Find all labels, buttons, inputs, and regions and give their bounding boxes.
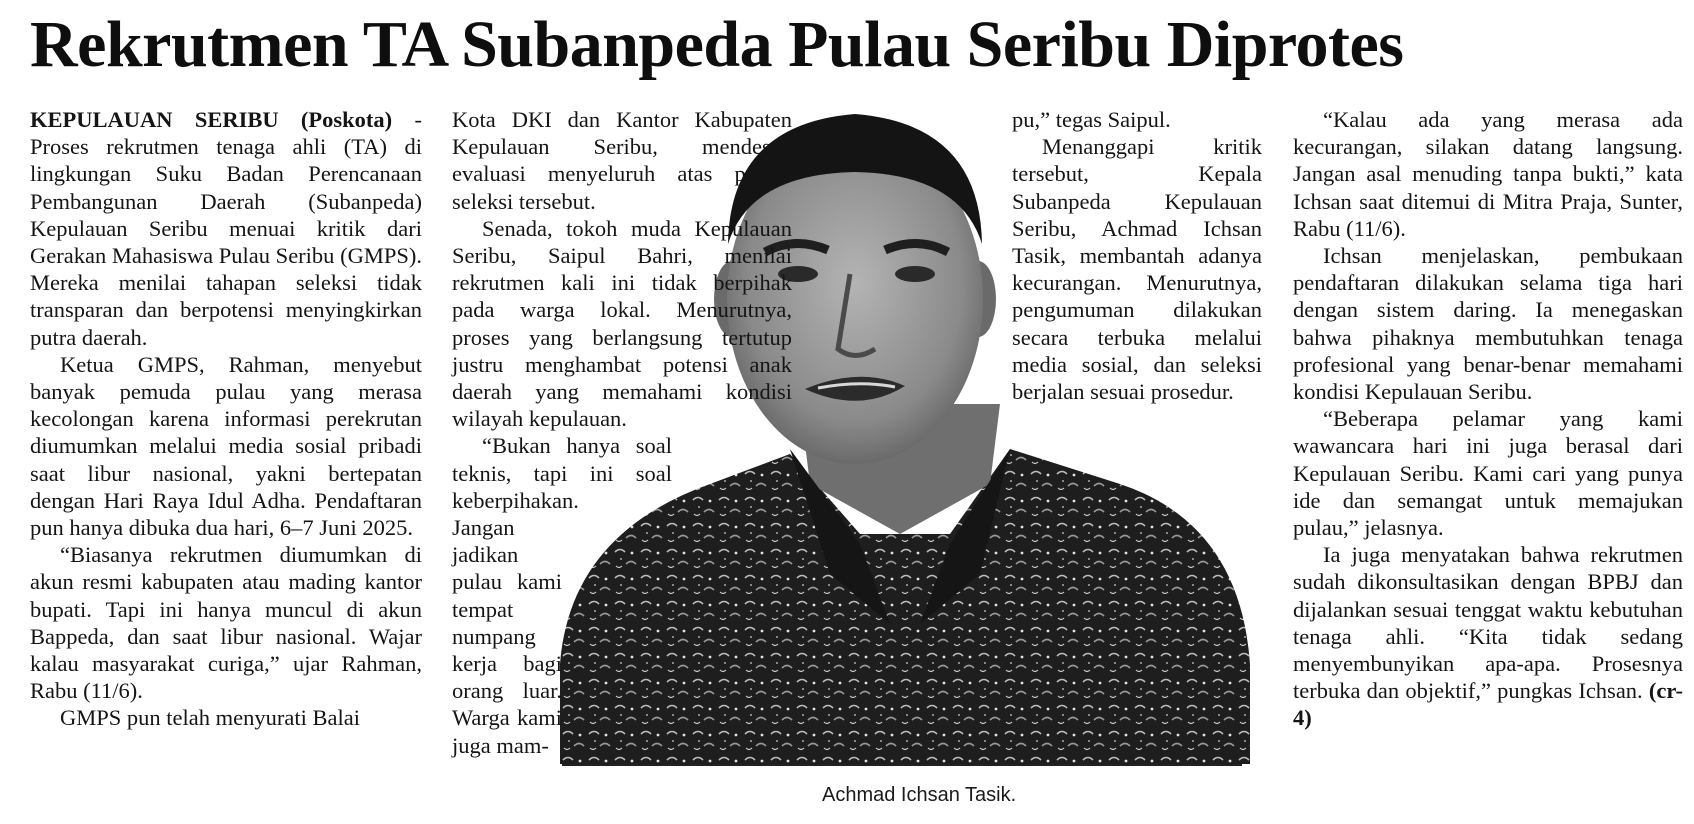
paragraph: Ketua GMPS, Rahman, menyebut banyak pemuda pulau yang merasa kecolongan karena informasi perekrutan diumumkan melalui media sosial pribadi saat libur nasional, yakni bertepatan dengan Hari Raya Idul Adha. Pendaftaran pun hanya dibuka dua hari, 6–7 Juni 2025. bbox=[30, 351, 422, 541]
paragraph: Senada, tokoh muda Kepulauan Seribu, Saipul Bahri, menilai rekrutmen kali ini tidak berpihak pada warga lokal. Menurutnya, proses yang berlangsung tertutup justru menghambat potensi anak daerah yang memahami kondisi wilayah kepulauan. bbox=[452, 215, 792, 432]
photo-caption: Achmad Ichsan Tasik. bbox=[822, 784, 1017, 806]
article-column-3 bbox=[1012, 106, 1262, 405]
paragraph: “Kalau ada yang merasa ada kecurangan, silakan datang langsung. Jangan asal menuding tanpa bukti,” kata Ichsan saat ditemui di Mitra Praja, Sunter, Rabu (11/6). bbox=[1293, 107, 1683, 241]
article-column-4 bbox=[1293, 106, 1683, 732]
paragraph: Kota DKI dan Kantor Kabupaten Kepulauan Seribu, mendesak evaluasi menyeluruh atas proses seleksi tersebut. bbox=[452, 107, 792, 214]
paragraph: GMPS pun telah menyurati Balai bbox=[60, 705, 360, 731]
author-credit: (cr-4) bbox=[1293, 678, 1683, 731]
article-column-1 bbox=[30, 106, 422, 732]
paragraph-lead bbox=[30, 106, 422, 351]
paragraph: Jangan jadikan pulau kami tempat numpang kerja bagi orang luar. Warga kami juga mam- bbox=[452, 515, 562, 758]
photo-rule bbox=[562, 764, 1242, 766]
paragraph: Ichsan menjelaskan, pembukaan pendaftaran dilakukan selama tiga hari dengan sistem daring. Ia menegaskan bahwa pihaknya membutuhkan tenaga profesional yang benar-benar memahami kondisi Kepulauan Seribu. bbox=[1293, 243, 1683, 405]
article-column-2 bbox=[452, 106, 792, 759]
paragraph: pu,” tegas Saipul. bbox=[1012, 107, 1171, 132]
paragraph-closing bbox=[1293, 541, 1683, 731]
closing-text: Ia juga menyatakan bahwa rekrutmen sudah dikonsultasikan dengan BPBJ dan dijalankan sesuai tenggat waktu kebutuhan tenaga ahli. “Kita tidak sedang menyembunyikan apa-apa. Prosesnya terbuka dan objektif,” pungkas Ichsan. bbox=[1293, 542, 1683, 704]
paragraph: “Beberapa pelamar yang kami wawancara hari ini juga berasal dari Kepulauan Seribu. Kami cari yang punya ide dan semangat untuk memajukan pulau,” jelasnya. bbox=[1293, 406, 1683, 541]
headline: Rekrutmen TA Subanpeda Pulau Seribu Diprotes bbox=[30, 8, 1404, 81]
paragraph: Menanggapi kritik tersebut, Kepala Subanpeda Kepulauan Seribu, Achmad Ichsan Tasik, membantah adanya kecurangan. Menurutnya, pengumuman dilakukan secara terbuka melalui media sosial, dan seleksi berjalan sesuai prosedur. bbox=[1012, 134, 1262, 405]
lead-text: - Proses rekrutmen tenaga ahli (TA) di lingkungan Suku Badan Perencanaan Pembangunan Daerah (Subanpeda) Kepulauan Seribu menuai kritik dari Gerakan Mahasiswa Pulau Seribu (GMPS). Mereka menilai tahapan seleksi tidak transparan dan berpotensi menyingkirkan putra daerah. bbox=[30, 107, 423, 350]
paragraph: “Biasanya rekrutmen diumumkan di akun resmi kabupaten atau mading kantor bupati. Tapi ini hanya muncul di akun Bappeda, dan saat libur nasional. Wajar kalau masyarakat curiga,” ujar Rahman, Rabu (11/6). bbox=[30, 542, 422, 704]
dateline: KEPULAUAN SERIBU (Poskota) bbox=[30, 107, 393, 132]
paragraph: “Bukan hanya soal teknis, tapi ini soal keberpihakan. bbox=[452, 433, 672, 513]
